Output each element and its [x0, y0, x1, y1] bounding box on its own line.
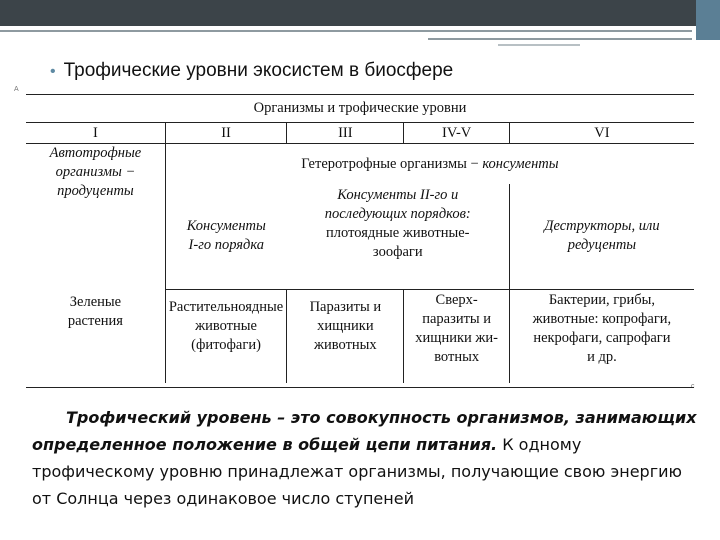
cell-line: последующих порядков: — [324, 206, 471, 222]
herbivores-cell — [165, 289, 286, 383]
scan-edge-mark: A — [14, 86, 19, 93]
definition-paragraph — [32, 404, 704, 512]
cell-line: Консументы — [186, 218, 266, 235]
cell-line: плотоядные животные- — [326, 225, 470, 241]
slide-title-text: Трофические уровни экосистем в биосфере — [63, 60, 454, 81]
trophic-table-image — [26, 94, 694, 388]
cell-text: консументы — [482, 155, 559, 172]
cell-line: продуценты — [57, 183, 134, 199]
bacteria-cell — [509, 289, 694, 383]
autotrophs-cell — [26, 144, 165, 290]
top-bar — [0, 0, 696, 26]
decorative-line — [428, 38, 692, 40]
consumers-2-cell — [287, 184, 510, 262]
trophic-table — [26, 94, 694, 388]
definition-lead: Трофический уровень – это совокупность организмов, занимающих определенное положение в общей цепи питания. — [32, 408, 697, 454]
level-cell: IV-V — [404, 123, 509, 144]
table-caption: Организмы и трофические уровни — [26, 95, 694, 123]
cell-line: Автотрофные — [49, 145, 142, 161]
scan-edge-mark: c — [691, 383, 695, 390]
decomposers-cell — [509, 184, 694, 289]
cell-line: Растительноядные — [168, 298, 284, 315]
decorative-line — [0, 30, 692, 32]
green-plants-cell — [26, 289, 165, 383]
superparasites-cell — [404, 289, 509, 383]
cell-line: Паразиты и — [309, 298, 382, 315]
cell-line: Консументы II-го и — [337, 187, 459, 203]
cell-line: вотных — [434, 348, 480, 365]
spacer-cell — [287, 262, 510, 289]
table-bottom-rule — [26, 383, 694, 388]
cell-line: хищники жи- — [415, 329, 499, 346]
level-cell: III — [287, 123, 404, 144]
bullet-icon: • — [50, 63, 56, 80]
consumers-1-cell — [165, 184, 286, 289]
cell-line: животных — [314, 336, 377, 353]
definition-rest: К одному трофическому уровню принадлежат организмы, получающие свою энергию от Солнца через одинаковое число ступеней — [32, 435, 682, 508]
cell-text: Гетеротрофные организмы − — [301, 155, 483, 172]
cell-line: Деструкторы, или — [544, 218, 660, 235]
heterotrophs-cell — [165, 144, 694, 185]
cell-line: Бактерии, грибы, — [548, 291, 655, 308]
cell-line: и др. — [587, 348, 617, 365]
cell-line: редуценты — [567, 237, 637, 254]
cell-line: некрофаги, сапрофаги — [533, 329, 671, 346]
level-cell: VI — [509, 123, 694, 144]
cell-line: хищники — [317, 317, 374, 334]
cell-line: животные — [195, 317, 257, 334]
cell-line: (фитофаги) — [191, 336, 261, 353]
parasites-cell — [287, 289, 404, 383]
cell-line: организмы − — [55, 164, 136, 180]
slide-title — [50, 60, 453, 82]
cell-line: паразиты и — [422, 310, 492, 327]
cell-line: I-го порядка — [188, 237, 265, 254]
cell-line: Сверх- — [435, 291, 478, 308]
top-bar-accent — [696, 0, 720, 40]
cell-line: животные: копрофаги, — [532, 310, 672, 327]
cell-line: растения — [67, 313, 123, 329]
level-cell: II — [165, 123, 286, 144]
decorative-line — [498, 44, 580, 46]
cell-line: Зеленые — [69, 294, 122, 310]
cell-line: зоофаги — [372, 244, 423, 260]
level-cell: I — [26, 123, 165, 144]
